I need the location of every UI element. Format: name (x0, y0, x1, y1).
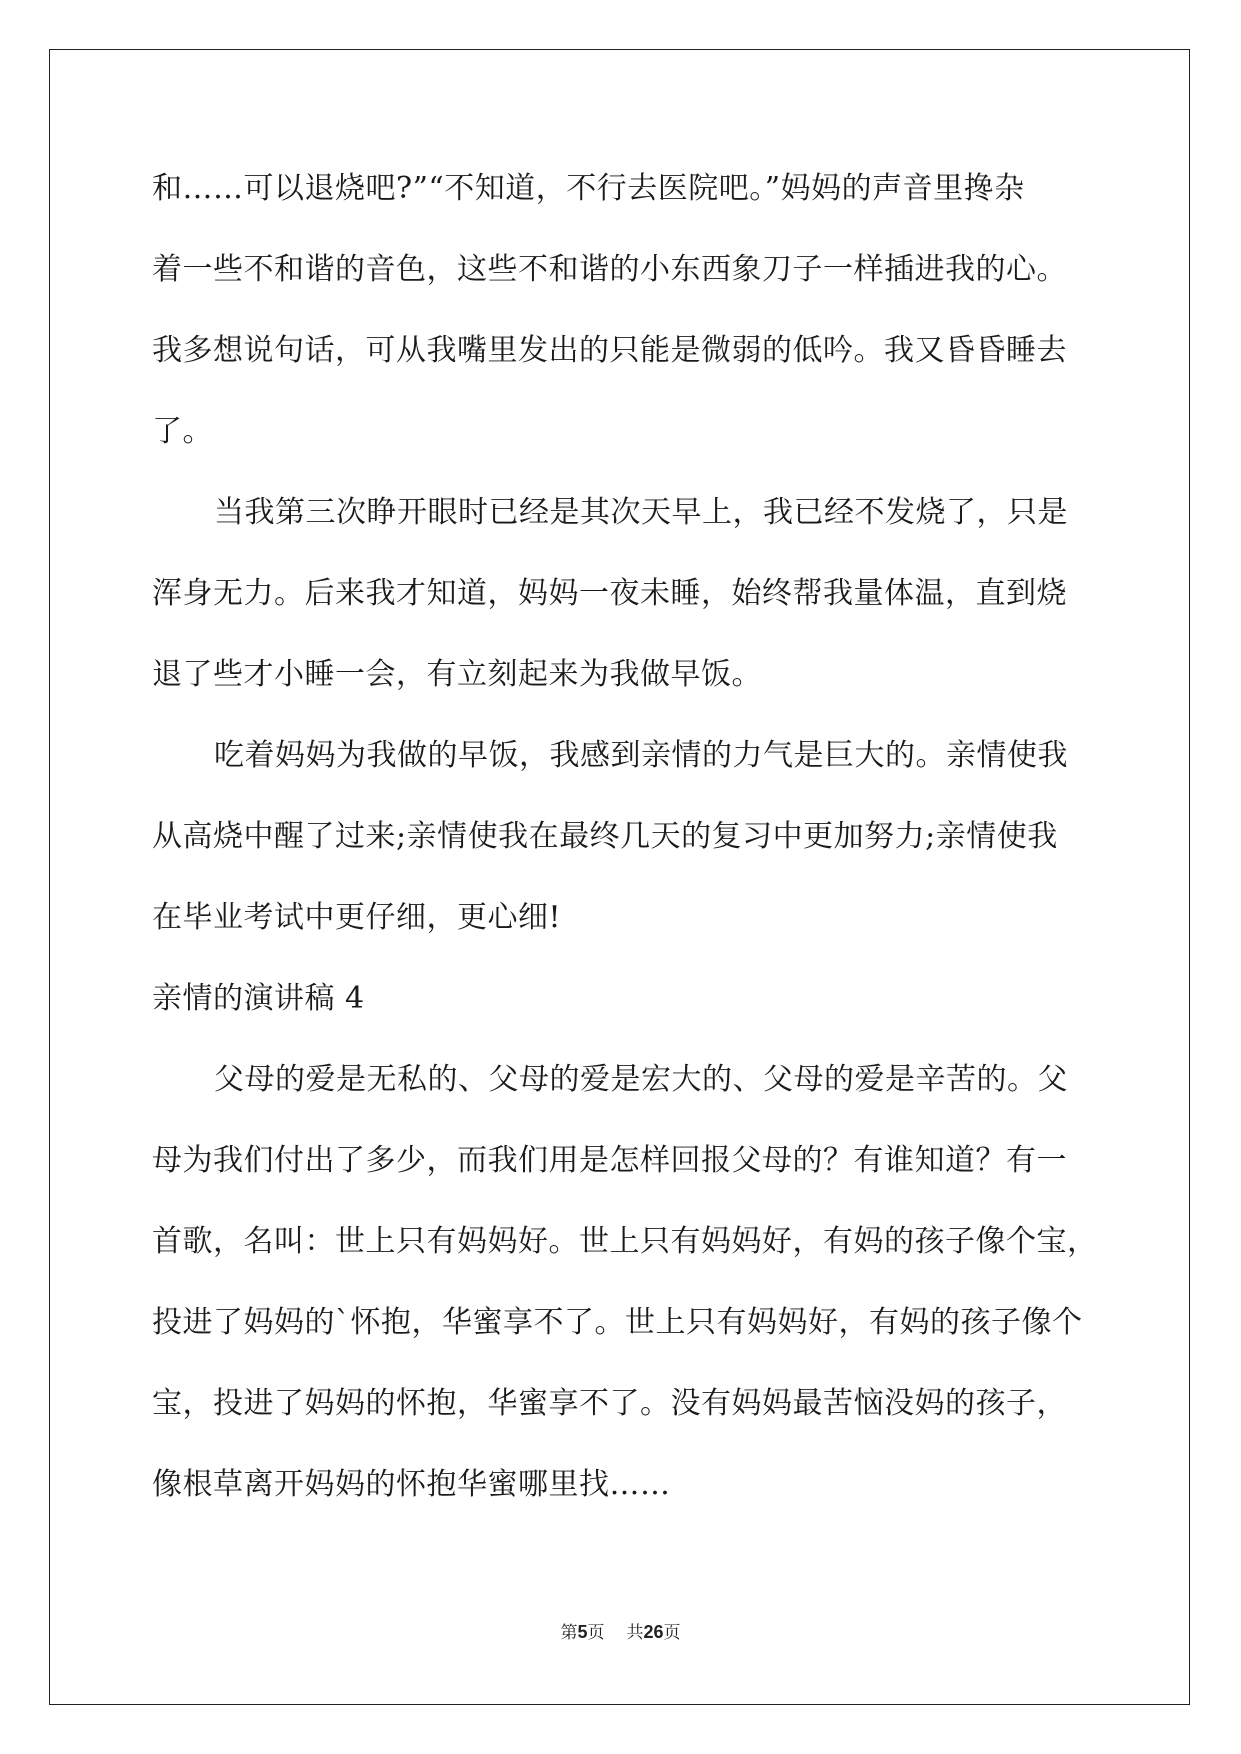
paragraph-start-line: 当我第三次睁开眼时已经是其次天早上，我已经不发烧了，只是 (214, 495, 1068, 530)
text-line: 着一些不和谐的音色，这些不和谐的小东西象刀子一样插进我的心。 (152, 252, 1067, 287)
text-line: 从高烧中醒了过来;亲情使我在最终几天的复习中更加努力;亲情使我 (152, 819, 1058, 854)
page-suffix: 页 (587, 1623, 605, 1643)
text-line: 我多想说句话，可从我嘴里发出的只能是微弱的低吟。我又昏昏睡去 (152, 333, 1067, 368)
text-line: 退了些才小睡一会，有立刻起来为我做早饭。 (152, 657, 762, 692)
page-total: 26 (643, 1622, 664, 1642)
paragraph-start-line: 父母的爱是无私的、父母的爱是宏大的、父母的爱是辛苦的。父 (214, 1062, 1068, 1097)
text-line: 母为我们付出了多少，而我们用是怎样回报父母的？有谁知道？有一 (152, 1143, 1067, 1178)
text-line: 了。 (152, 414, 213, 449)
text-line: 在毕业考试中更仔细，更心细! (152, 900, 562, 935)
page-footer (0, 1618, 1241, 1643)
total-suffix: 页 (663, 1623, 681, 1643)
text-line: 浑身无力。后来我才知道，妈妈一夜未睡，始终帮我量体温，直到烧 (152, 576, 1067, 611)
text-line: 首歌，名叫：世上只有妈妈好。世上只有妈妈好，有妈的孩子像个宝， (152, 1224, 1098, 1259)
text-line: 和……可以退烧吧?”“不知道，不行去医院吧。”妈妈的声音里搀杂 (152, 171, 1025, 206)
text-line: 像根草离开妈妈的怀抱华蜜哪里找…… (152, 1467, 671, 1502)
paragraph-start-line: 吃着妈妈为我做的早饭，我感到亲情的力气是巨大的。亲情使我 (214, 738, 1068, 773)
text-line: 投进了妈妈的`怀抱，华蜜享不了。世上只有妈妈好，有妈的孩子像个 (152, 1305, 1083, 1340)
document-body (152, 160, 1098, 1537)
section-heading: 亲情的演讲稿 4 (152, 981, 365, 1016)
text-line: 宝，投进了妈妈的怀抱，华蜜享不了。没有妈妈最苦恼没妈的孩子， (152, 1386, 1067, 1421)
page-prefix: 第 (560, 1623, 578, 1643)
total-prefix: 共 (626, 1623, 644, 1643)
page-current: 5 (577, 1622, 588, 1642)
